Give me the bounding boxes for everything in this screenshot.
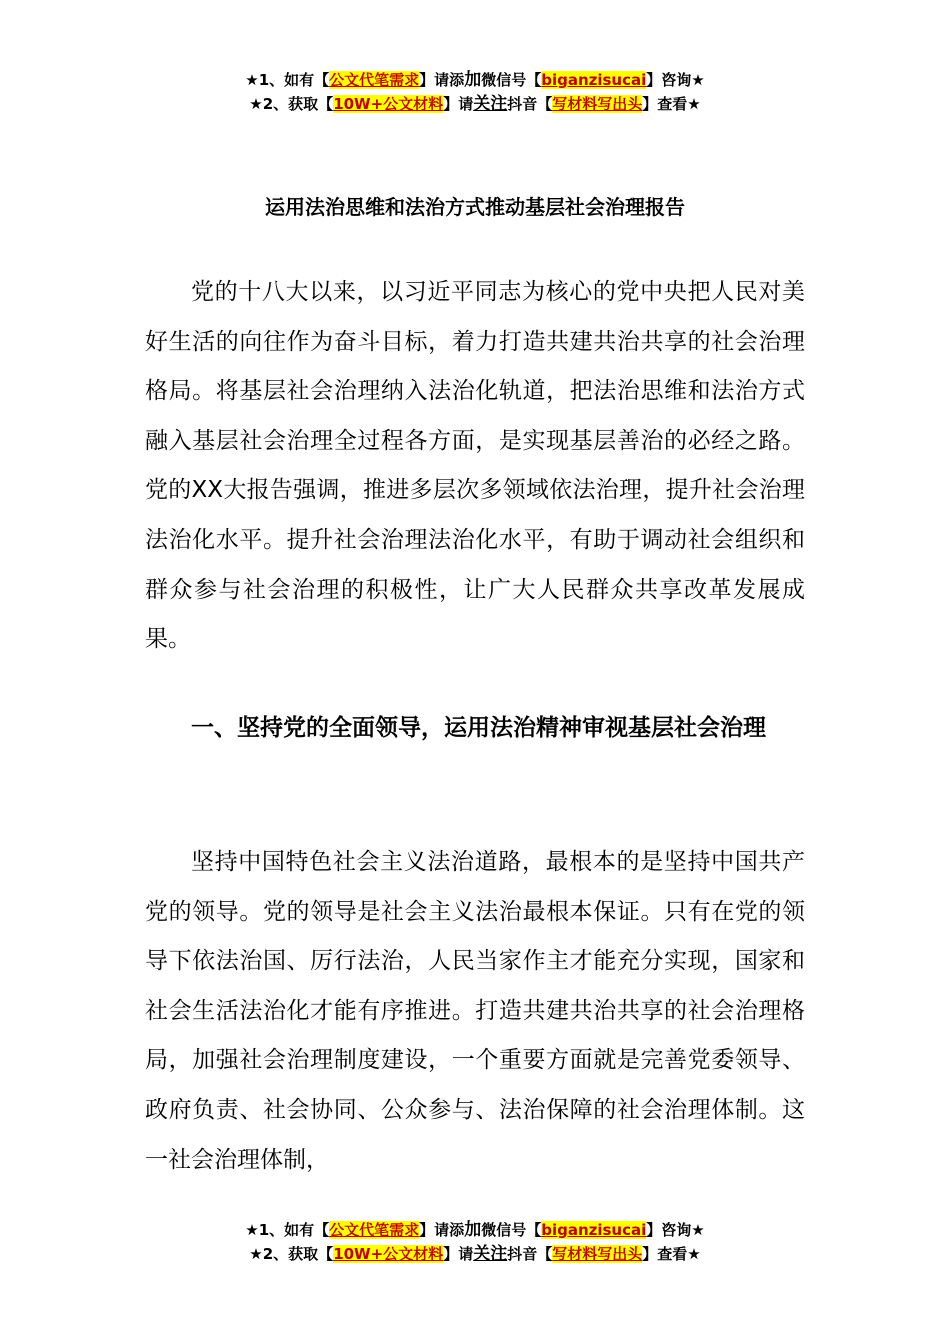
footer-banner <box>0 1218 950 1266</box>
banner-line-1: ★1、如有【公文代笔需求】请添加微信号【biganzisucai】咨询★ <box>245 1220 705 1240</box>
banner-highlight-wechat: biganzisucai <box>541 1221 647 1239</box>
banner-line-1: ★1、如有【公文代笔需求】请添加微信号【biganzisucai】咨询★ <box>245 70 705 90</box>
banner-highlight-service: 公文代笔需求 <box>329 71 420 89</box>
banner-highlight-materials: 10W+公文材料 <box>333 95 444 113</box>
banner-highlight-douyin: 写材料写出头 <box>552 95 643 113</box>
banner-line-2: ★2、获取【10W+公文材料】请关注抖音【写材料写出头】查看★ <box>249 1244 701 1264</box>
banner-highlight-materials: 10W+公文材料 <box>333 1245 444 1263</box>
banner-line-2: ★2、获取【10W+公文材料】请关注抖音【写材料写出头】查看★ <box>249 94 701 114</box>
banner-highlight-douyin: 写材料写出头 <box>552 1245 643 1263</box>
body-paragraph-1: 党的十八大以来，以习近平同志为核心的党中央把人民对美好生活的向往作为奋斗目标，着力打造共建共治共享的社会治理格局。将基层社会治理纳入法治化轨道，把法治思维和法治方式融入基层社会治理全过程各方面，是实现基层善治的必经之路。党的XX大报告强调，推进多层次多领域依法治理，提升社会治理法治化水平。提升社会治理法治化水平，有助于调动社会组织和群众参与社会治理的积极性，让广大人民群众共享改革发展成果。 <box>145 279 805 653</box>
body-paragraph-2: 坚持中国特色社会主义法治道路，最根本的是坚持中国共产党的领导。党的领导是社会主义法治最根本保证。只有在党的领导下依法治国、厉行法治，人民当家作主才能充分实现，国家和社会生活法治化才能有序推进。打造共建共治共享的社会治理格局，加强社会治理制度建设，一个重要方面就是完善党委领导、政府负责、社会协同、公众参与、法治保障的社会治理体制。这一社会治理体制， <box>145 849 805 1173</box>
banner-highlight-wechat: biganzisucai <box>541 71 647 89</box>
document-title: 运用法治思维和法治方式推动基层社会治理报告 <box>265 195 685 219</box>
section-heading-1: 一、坚持党的全面领导，运用法治精神审视基层社会治理 <box>191 715 766 741</box>
header-banner <box>0 68 950 116</box>
banner-highlight-service: 公文代笔需求 <box>329 1221 420 1239</box>
